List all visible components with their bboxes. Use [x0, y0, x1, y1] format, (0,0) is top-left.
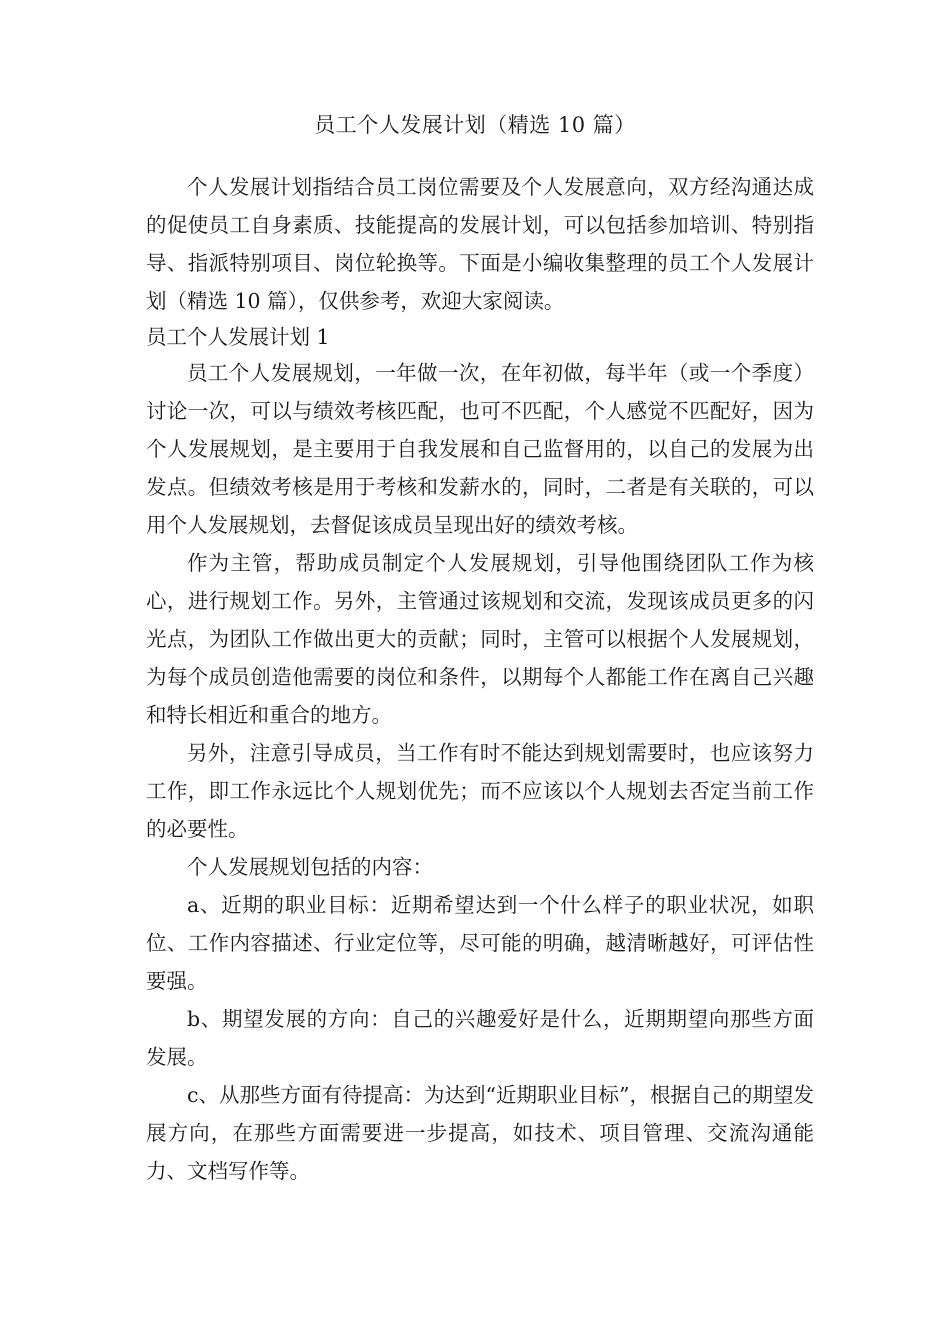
- page-title: 员工个人发展计划（精选 10 篇）: [314, 113, 636, 137]
- body-paragraph: 员工个人发展规划，一年做一次，在年初做，每半年（或一个季度）讨论一次，可以与绩效考核匹配，也可不匹配，个人感觉不匹配好，因为个人发展规划，是主要用于自我发展和自己监督用的，以自己的发展为出发点。但绩效考核是用于考核和发薪水的，同时，二者是有关联的，可以用个人发展规划，去督促该成员呈现出好的绩效考核。: [146, 361, 814, 537]
- body-paragraph: 个人发展规划包括的内容：: [187, 855, 433, 879]
- list-item-a: a、近期的职业目标：近期希望达到一个什么样子的职业状况，如职位、工作内容描述、行业定位等，尽可能的明确，越清晰越好，可评估性要强。: [146, 893, 814, 993]
- document-body: [146, 168, 814, 1190]
- intro-paragraph: 个人发展计划指结合员工岗位需要及个人发展意向，双方经沟通达成的促使员工自身素质、技能提高的发展计划，可以包括参加培训、特别指导、指派特别项目、岗位轮换等。下面是小编收集整理的员工个人发展计划（精选 10 篇），仅供参考，欢迎大家阅读。: [146, 175, 814, 313]
- list-item-b: b、期望发展的方向：自己的兴趣爱好是什么，近期期望向那些方面发展。: [146, 1007, 814, 1069]
- section-heading: 员工个人发展计划 1: [146, 325, 330, 349]
- body-paragraph: 另外，注意引导成员，当工作有时不能达到规划需要时，也应该努力工作，即工作永远比个人规划优先；而不应该以个人规划去否定当前工作的必要性。: [146, 741, 814, 841]
- body-paragraph: 作为主管，帮助成员制定个人发展规划，引导他围绕团队工作为核心，进行规划工作。另外，主管通过该规划和交流，发现该成员更多的闪光点，为团队工作做出更大的贡献；同时，主管可以根据个人发展规划，为每个成员创造他需要的岗位和条件，以期每个人都能工作在离自己兴趣和特长相近和重合的地方。: [146, 551, 814, 727]
- list-item-c: c、从那些方面有待提高：为达到“近期职业目标”，根据自己的期望发展方向，在那些方面需要进一步提高，如技术、项目管理、交流沟通能力、文档写作等。: [146, 1083, 814, 1183]
